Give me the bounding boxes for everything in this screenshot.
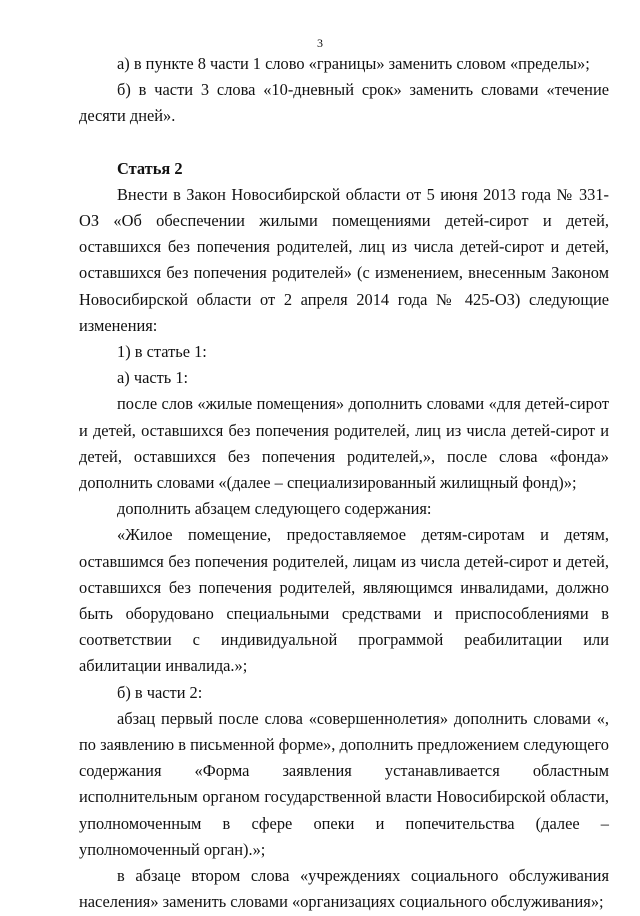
paragraph: а) в пункте 8 части 1 слово «границы» заменить словом «пределы»;	[117, 54, 590, 73]
paragraph: б) в части 2:	[117, 682, 203, 702]
page-number: 3	[317, 36, 323, 50]
paragraph: 1) в статье 1:	[117, 342, 207, 362]
document-body	[79, 51, 609, 916]
paragraph: а) часть 1:	[117, 368, 189, 388]
paragraph: в абзаце втором слова «учреждениях социального обслуживания населения» заменить словами «организациях социального обслуживания»;	[79, 866, 609, 912]
paragraph: абзац первый после слова «совершеннолетия» дополнить словами «, по заявлению в письменной форме», дополнить предложением следующего содержания «Форма заявления устанавливается областным исполнительным органом государственной власти Новосибирской области, уполномоченным в сфере опеки и попечительства (далее – уполномоченный орган).»;	[79, 708, 609, 859]
paragraph: после слов «жилые помещения» дополнить словами «для детей-сирот и детей, оставшихся без попечения родителей, лиц из числа детей-сирот и детей, оставшихся без попечения родителей,», после слова «фонда» дополнить словами «(далее – специализированный жилищный фонд)»;	[79, 394, 609, 493]
paragraph: Внести в Закон Новосибирской области от 5 июня 2013 года № 331-ОЗ «Об обеспечении жилыми помещениями детей-сирот и детей, оставшихся без попечения родителей, лиц из числа детей-сирот и детей, оставшихся без попечения родителей» (с изменением, внесенным Законом Новосибирской области от 2 апреля 2014 года № 425-ОЗ) следующие изменения:	[79, 184, 609, 335]
paragraph: дополнить абзацем следующего содержания:	[117, 499, 432, 519]
paragraph: «Жилое помещение, предоставляемое детям-сиротам и детям, оставшимся без попечения родителей, лицам из числа детей-сирот и детей, оставшихся без попечения родителей, являющимся инвалидами, должно быть оборудовано специальными средствами и приспособлениями в соответствии с индивидуальной программой реабилитации или абилитации инвалида.»;	[79, 525, 609, 676]
paragraph: б) в части 3 слова «10-дневный срок» заменить словами «течение десяти дней».	[79, 80, 609, 126]
article-heading: Статья 2	[117, 158, 183, 178]
